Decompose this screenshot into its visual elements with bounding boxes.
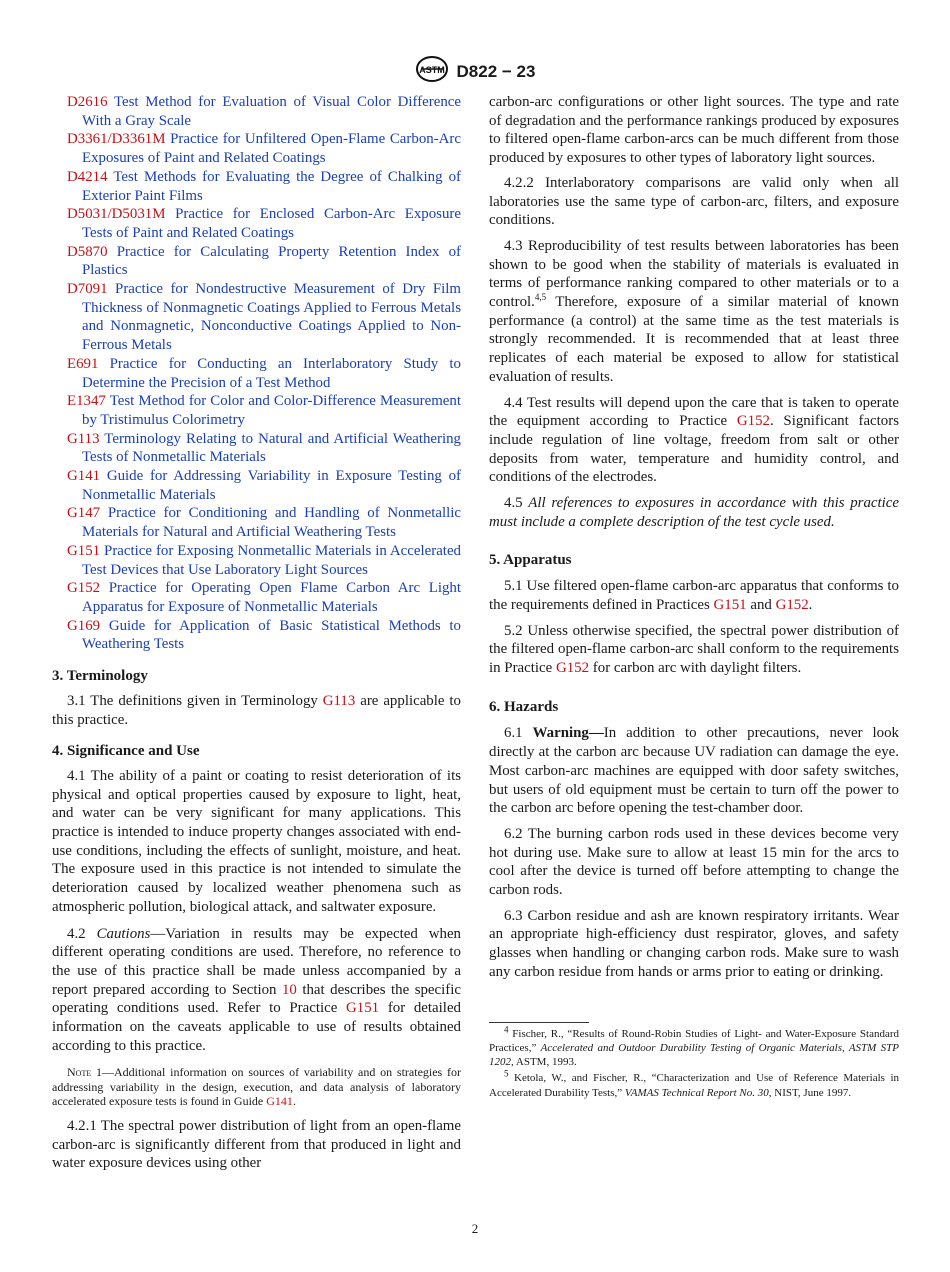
ref-item: [52, 504, 461, 541]
paragraph-6-1: 6.1 Warning—In addition to other precautions, never look directly at the carbon arc because UV radiation can damage the eye. Most carbon-arc machines are equipped with door safety switches, but users of old equipment must be certain to turn off the power to the carbon arc before opening the test-chamber door.: [489, 725, 899, 817]
ref-code[interactable]: G169: [67, 617, 101, 634]
ref-title[interactable]: Practice for Unfiltered Open-Flame Carbon-Arc Exposures of Paint and Related Coatings: [82, 131, 461, 167]
ref-title[interactable]: Guide for Addressing Variability in Exposure Testing of Nonmetallic Materials: [82, 468, 461, 503]
section-5-heading: 5. Apparatus: [489, 552, 572, 569]
footnote-divider: [489, 1022, 589, 1023]
paragraph-4-3: 4.3 Reproducibility of test results between laboratories has been shown to be good when the stability of materials is evaluated in terms of performance ranking compared to other materials or to a control.$^{4,5}$ Therefore, exposure of a similar material of known performance (a control) at the same time as the test materials is strongly recommended. It is recommended that at least three replicates of each material be exposed to allow for statistical evaluation of results.: [489, 237, 899, 385]
link-section-10[interactable]: 10: [281, 981, 297, 998]
ref-code[interactable]: G147: [67, 505, 101, 522]
ref-code[interactable]: D5031/D5031M: [67, 206, 166, 223]
astm-logo-icon: [415, 56, 449, 87]
ref-title[interactable]: Test Method for Evaluation of Visual Color Difference With a Gray Scale: [82, 94, 461, 129]
ref-item: [52, 392, 461, 429]
ref-code[interactable]: D7091: [67, 281, 108, 298]
ref-code[interactable]: D3361/D3361M: [67, 131, 166, 148]
ref-item: [52, 355, 461, 392]
link-g151[interactable]: G151: [713, 596, 747, 613]
paragraph-4-2-1: 4.2.1 The spectral power distribution of light from an open-flame carbon-arc is significantly different from that produced in light and water exposure devices using other: [52, 1117, 461, 1172]
ref-code[interactable]: E1347: [67, 393, 106, 410]
ref-code[interactable]: E691: [67, 355, 99, 372]
ref-title[interactable]: Practice for Conditioning and Handling of Nonmetallic Materials for Natural and Artificial Weathering Tests: [82, 505, 461, 541]
ref-code[interactable]: G113: [67, 430, 100, 447]
ref-code[interactable]: G151: [67, 542, 101, 559]
paragraph-4-5: 4.5 All references to exposures in accordance with this practice must include a complete description of the test cycle used.: [489, 495, 899, 530]
ref-title[interactable]: Practice for Enclosed Carbon-Arc Exposure Tests of Paint and Related Coatings: [82, 206, 461, 241]
link-g152[interactable]: G152: [555, 659, 590, 676]
footnote-5: $^5$ Ketola, W., and Fischer, R., “Characterization and Use of Reference Materials in Accelerated Durability Tests,” VAMAS Technical Report No. 30, NIST, June 1997.: [489, 1068, 899, 1099]
ref-code[interactable]: G152: [67, 580, 101, 597]
ref-code[interactable]: G141: [67, 468, 101, 485]
ref-code[interactable]: D4214: [67, 168, 108, 185]
paragraph-6-2: 6.2 The burning carbon rods used in these devices become very hot during use. Make sure to allow at least 15 min for the arcs to cool after the device is turned off before attempting to change the carbon rods.: [489, 825, 899, 899]
logo-text: ASTM: [418, 65, 445, 75]
ref-title[interactable]: Terminology Relating to Natural and Artificial Weathering Tests of Nonmetallic Materials: [82, 430, 461, 466]
paragraph-5-1: 5.1 Use filtered open-flame carbon-arc apparatus that conforms to the requirements defined in Practices G151 and G152.: [489, 578, 899, 613]
link-g152[interactable]: G152: [736, 413, 770, 430]
ref-code[interactable]: D5870: [67, 243, 108, 260]
ref-item: [52, 430, 461, 467]
ref-item: [52, 130, 461, 167]
section-4-heading: 4. Significance and Use: [52, 743, 200, 760]
ref-item: [52, 617, 461, 654]
ref-title[interactable]: Test Methods for Evaluating the Degree of Chalking of Exterior Paint Films: [82, 168, 461, 204]
paragraph-3-1: 3.1 The definitions given in Terminology G113 are applicable to this practice.: [52, 692, 461, 728]
ref-title[interactable]: Guide for Application of Basic Statistical Methods to Weathering Tests: [82, 617, 461, 653]
section-6-heading: 6. Hazards: [489, 698, 559, 715]
ref-item: [52, 467, 461, 504]
standard-designation: D822 − 23: [456, 61, 536, 81]
ref-title[interactable]: Practice for Conducting an Interlaboratory Study to Determine the Precision of a Test Method: [82, 355, 461, 391]
page-header: [0, 56, 950, 87]
section-3-heading: 3. Terminology: [52, 668, 148, 685]
ref-code[interactable]: D2616: [67, 94, 108, 110]
left-column: [52, 93, 461, 1173]
ref-title[interactable]: Practice for Calculating Property Retention Index of Plastics: [82, 243, 461, 279]
ref-title[interactable]: Practice for Operating Open Flame Carbon Arc Light Apparatus for Exposure of Nonmetallic Materials: [82, 580, 461, 615]
ref-item: [52, 243, 461, 280]
paragraph-4-4: 4.4 Test results will depend upon the care that is taken to operate the equipment according to Practice G152. Significant factors include regulation of line voltage, freedom from salt or other deposits from water, temperature and humidity control, and conditions of the electrodes.: [489, 394, 899, 486]
referenced-documents-list: [52, 93, 461, 654]
ref-item: [52, 280, 461, 355]
ref-title[interactable]: Practice for Nondestructive Measurement of Dry Film Thickness of Nonmagnetic Coatings Applied to Ferrous Metals and Nonmagnetic, Nonconductive Coatings Applied to Non-Ferrous Metals: [82, 281, 461, 354]
note-1: Note 1—Additional information on sources of variability and on strategies for addressing variability in the design, execution, and data analysis of laboratory accelerated exposure tests is found in Guide G141.: [52, 1065, 461, 1109]
ref-item: [52, 93, 461, 130]
ref-item: [52, 542, 461, 579]
paragraph-6-3: 6.3 Carbon residue and ash are known respiratory irritants. Wear an appropriate high-efficiency dust respirator, gloves, and safety glasses when handling or changing carbon rods. Make sure to wash any carbon residue from hands or arms prior to eating or drinking.: [489, 907, 899, 980]
link-g151[interactable]: G151: [346, 1000, 380, 1017]
page-number: 2: [471, 1221, 479, 1236]
paragraph-4-2-2: 4.2.2 Interlaboratory comparisons are valid only when all laboratories use the same type of carbon-arc, filters, and exposure conditions.: [489, 174, 899, 229]
ref-item: [52, 168, 461, 205]
ref-item: [52, 579, 461, 616]
paragraph-4-1: 4.1 The ability of a paint or coating to resist deterioration of its physical and optical properties caused by exposure to light, heat, and water can be very significant for many applications. This practice is intended to induce property changes associated with end-use conditions, including the effects of sunlight, moisture, and heat. The exposure used in this practice is not intended to simulate the deterioration caused by localized weather phenomena such as atmospheric pollution, biological attack, and saltwater exposure.: [52, 767, 461, 915]
link-g141[interactable]: G141: [266, 1094, 293, 1109]
ref-title[interactable]: Test Method for Color and Color-Difference Measurement by Tristimulus Colorimetry: [82, 393, 461, 428]
paragraph-5-2: 5.2 Unless otherwise specified, the spectral power distribution of the filtered open-flame carbon-arc shall conform to the requirements in Practice G152 for carbon arc with daylight filters.: [489, 622, 899, 676]
ref-title[interactable]: Practice for Exposing Nonmetallic Materials in Accelerated Test Devices that Use Laboratory Light Sources: [82, 542, 461, 578]
paragraph-4-2-1-continued: carbon-arc configurations or other light sources. The type and rate of degradation and the performance rankings produced by exposures to filtered open-flame carbon-arcs can be much different from those produced by exposures to other types of laboratory light sources.: [489, 94, 899, 167]
footnote-4: $^4$ Fischer, R., “Results of Round-Robin Studies of Light- and Water-Exposure Standard Practices,” Accelerated and Outdoor Durability Testing of Organic Materials, ASTM STP 1202, ASTM, 1993.: [489, 1023, 899, 1069]
ref-item: [52, 205, 461, 242]
link-g152[interactable]: G152: [775, 596, 809, 613]
paragraph-4-2: 4.2 Cautions—Variation in results may be expected when different operating conditions are used. Therefore, no reference to the use of this practice shall be made unless accompanied by a report prepared according to Section 10 that describes the specific operating conditions used. Refer to Practice G151 for detailed information on the caveats applicable to use of results obtained according to this practice.: [52, 925, 461, 1054]
link-g113[interactable]: G113: [322, 692, 356, 709]
right-column: [489, 93, 899, 1100]
